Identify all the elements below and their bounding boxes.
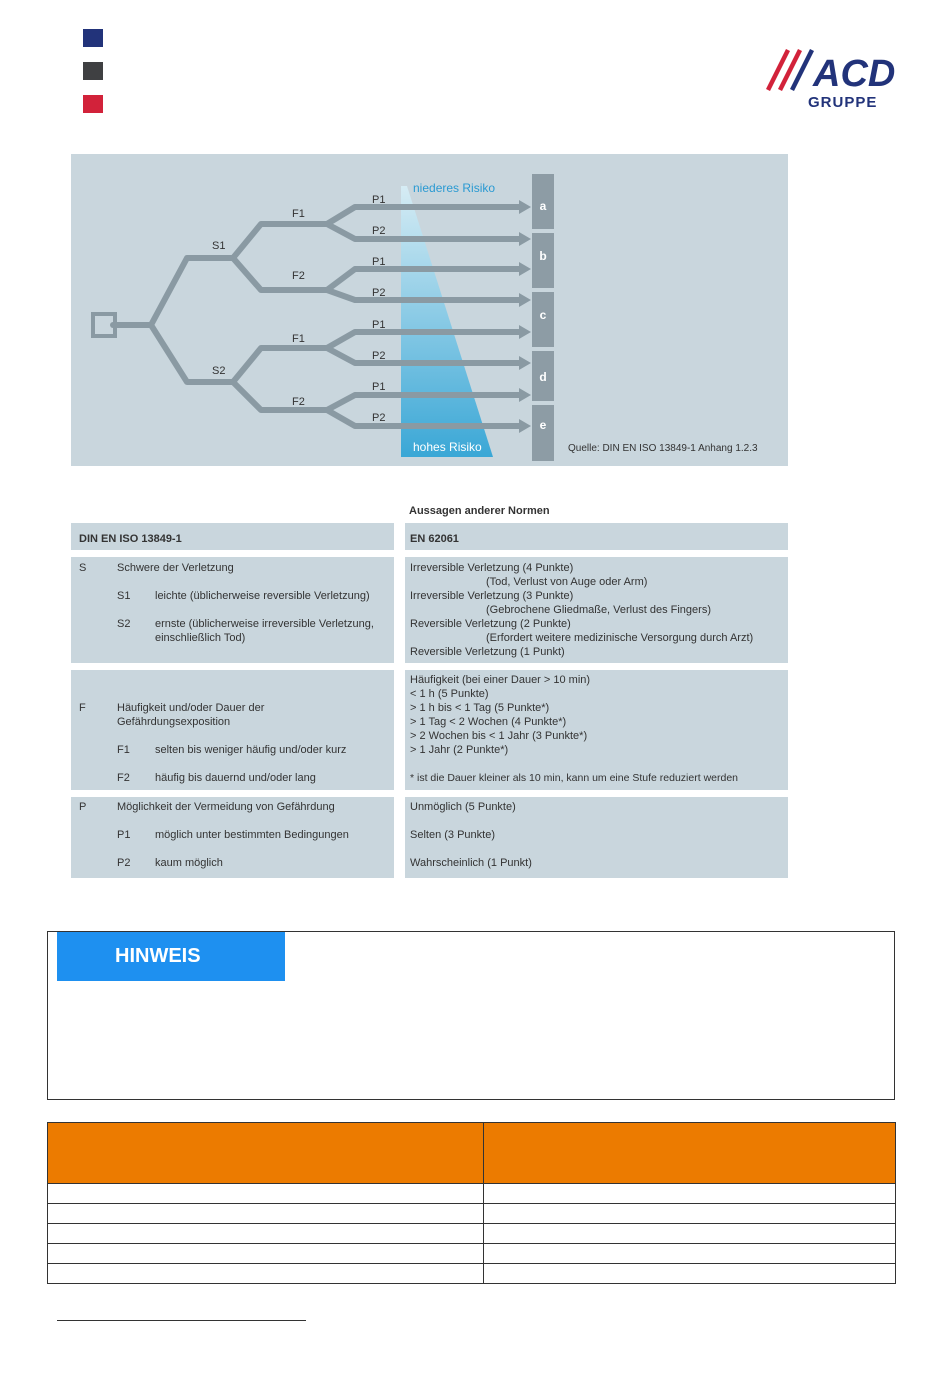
- en-p-line: Selten (3 Punkte): [410, 829, 495, 841]
- s1-code: S1: [117, 590, 131, 602]
- f-label: F1: [292, 333, 305, 345]
- p-label: P2: [372, 350, 386, 362]
- s1-text: leichte (üblicherweise reversible Verletzung): [155, 590, 370, 602]
- f-title: Häufigkeit und/oder Dauer der: [117, 702, 265, 714]
- other-norms-heading: Aussagen anderer Normen: [409, 505, 550, 517]
- f-label: F2: [292, 396, 305, 408]
- p-label: P2: [372, 287, 386, 299]
- table-cell: [484, 1264, 896, 1284]
- left-heading: DIN EN ISO 13849-1: [79, 533, 182, 545]
- header-square-red: [83, 95, 103, 113]
- table-row: [48, 1264, 896, 1284]
- acd-gruppe-logo: [760, 44, 920, 114]
- s2-text: ernste (üblicherweise irreversible Verletzung,: [155, 618, 374, 630]
- header-square-blue: [83, 29, 103, 47]
- en-f-line: * ist die Dauer kleiner als 10 min, kann um eine Stufe reduziert werden: [410, 772, 739, 784]
- diagram-source: Quelle: DIN EN ISO 13849-1 Anhang 1.2.3: [568, 443, 758, 454]
- p2-code: P2: [117, 857, 131, 869]
- f-label: F1: [292, 208, 305, 220]
- p-label: P1: [372, 256, 386, 268]
- en-f-line: Häufigkeit (bei einer Dauer > 10 min): [410, 674, 591, 686]
- level-label: e: [539, 418, 547, 432]
- table-cell: [48, 1184, 484, 1204]
- table-header-cell: [484, 1123, 896, 1184]
- s-code: S: [79, 562, 87, 574]
- s-title: Schwere der Verletzung: [117, 562, 234, 574]
- table-row: [48, 1244, 896, 1264]
- table-cell: [484, 1224, 896, 1244]
- p-code: P: [79, 801, 87, 813]
- p-label: P2: [372, 225, 386, 237]
- table-row: [48, 1184, 896, 1204]
- en-f-line: < 1 h (5 Punkte): [410, 688, 489, 700]
- right-heading-cell: [405, 523, 788, 550]
- p-label: P2: [372, 412, 386, 424]
- risk-graph-diagram: [71, 154, 788, 466]
- table-cell: [48, 1204, 484, 1224]
- svg-text:ACD: ACD: [813, 53, 896, 95]
- f-label: F2: [292, 270, 305, 282]
- f-title: Gefährdungsexposition: [117, 716, 231, 728]
- p-label: P1: [372, 381, 386, 393]
- en-p-line: Wahrscheinlich (1 Punkt): [410, 857, 532, 869]
- hinweis-label: HINWEIS: [57, 932, 285, 981]
- f-code: F: [79, 702, 86, 714]
- p-title: Möglichkeit der Vermeidung von Gefährdung: [117, 801, 335, 813]
- right-heading: EN 62061: [410, 533, 459, 545]
- table-cell: [484, 1244, 896, 1264]
- en-f-line: > 1 Tag < 2 Wochen (4 Punkte*): [410, 716, 567, 728]
- en-s-line: (Tod, Verlust von Auge oder Arm): [486, 576, 648, 588]
- en-f-line: > 2 Wochen bis < 1 Jahr (3 Punkte*): [410, 730, 588, 742]
- en-s-line: (Gebrochene Gliedmaße, Verlust des Fingers): [486, 604, 711, 616]
- en-f-line: > 1 h bis < 1 Tag (5 Punkte*): [410, 702, 550, 714]
- f1-code: F1: [117, 744, 130, 756]
- f2-code: F2: [117, 772, 130, 784]
- p2-text: kaum möglich: [155, 857, 223, 869]
- header-square-grey: [83, 62, 103, 80]
- risk-low-label: niederes Risiko: [413, 181, 496, 195]
- s2-code: S2: [117, 618, 131, 630]
- empty-orange-table: [47, 1122, 896, 1284]
- f1-text: selten bis weniger häufig und/oder kurz: [155, 744, 347, 756]
- en-s-line: Reversible Verletzung (1 Punkt): [410, 646, 565, 658]
- level-label: d: [539, 370, 547, 384]
- level-label: c: [539, 308, 547, 322]
- footnote-separator: [57, 1320, 306, 1321]
- level-label: a: [539, 199, 547, 213]
- level-label: b: [539, 249, 547, 263]
- p1-text: möglich unter bestimmten Bedingungen: [155, 829, 349, 841]
- table-header-cell: [48, 1123, 484, 1184]
- en-p-line: Unmöglich (5 Punkte): [410, 801, 516, 813]
- s1-label: S1: [212, 240, 226, 252]
- p1-code: P1: [117, 829, 131, 841]
- en-s-line: Irreversible Verletzung (4 Punkte): [410, 562, 574, 574]
- table-cell: [48, 1224, 484, 1244]
- risk-wedge: [401, 186, 493, 457]
- en-s-line: Reversible Verletzung (2 Punkte): [410, 618, 571, 630]
- en-f-line: > 1 Jahr (2 Punkte*): [410, 744, 509, 756]
- s2-label: S2: [212, 365, 226, 377]
- s2-text: einschließlich Tod): [155, 632, 246, 644]
- f2-text: häufig bis dauernd und/oder lang: [155, 772, 316, 784]
- table-cell: [48, 1264, 484, 1284]
- p-label: P1: [372, 319, 386, 331]
- en-s-line: (Erfordert weitere medizinische Versorgung durch Arzt): [486, 632, 754, 644]
- table-header-row: [48, 1123, 896, 1184]
- table-cell: [484, 1184, 896, 1204]
- table-cell: [484, 1204, 896, 1224]
- svg-text:GRUPPE: GRUPPE: [808, 94, 878, 111]
- risk-high-label: hohes Risiko: [413, 440, 482, 454]
- table-cell: [48, 1244, 484, 1264]
- p-label: P1: [372, 194, 386, 206]
- table-row: [48, 1224, 896, 1244]
- table-row: [48, 1204, 896, 1224]
- en-s-line: Irreversible Verletzung (3 Punkte): [410, 590, 574, 602]
